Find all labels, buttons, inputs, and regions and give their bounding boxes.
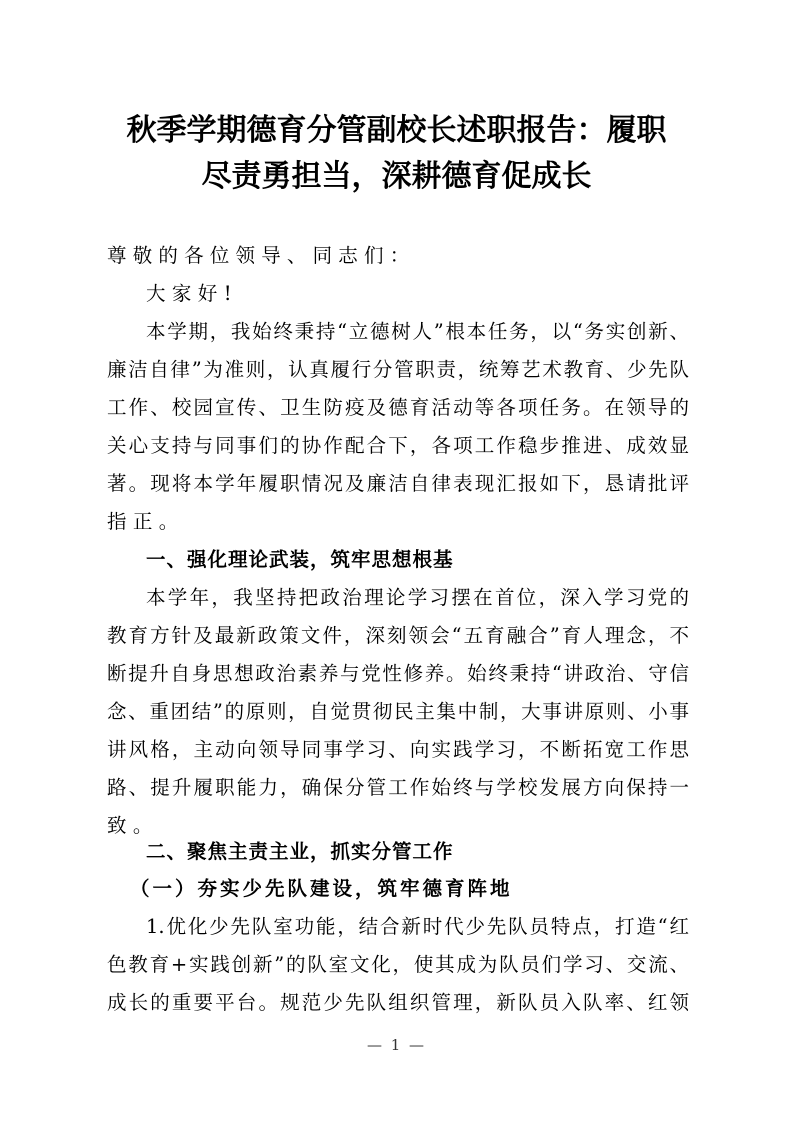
section-1-paragraph-line: 念、重团结”的原则，自觉贯彻民主集中制，大事讲原则、小事 <box>107 700 689 723</box>
subsection-1-paragraph-line: 1.优化少先队室功能，结合新时代少先队员特点，打造“红 <box>146 915 689 938</box>
section-1-paragraph-line: 本学年，我坚持把政治理论学习摆在首位，深入学习党的 <box>146 586 689 609</box>
page-number: — 1 — <box>366 1036 427 1054</box>
intro-paragraph-line: 关心支持与同事们的协作配合下，各项工作稳步推进、成效显 <box>107 434 689 457</box>
section-1-paragraph-line: 断提升自身思想政治素养与党性修养。始终秉持“讲政治、守信 <box>107 662 689 685</box>
section-1-paragraph-line: 致。 <box>107 814 159 837</box>
section-1-paragraph-line: 讲风格，主动向领导同事学习、向实践学习，不断拓宽工作思 <box>107 738 689 761</box>
document-title-line-1: 秋季学期德育分管副校长述职报告：履职 <box>126 113 667 148</box>
subsection-1-paragraph-line: 成长的重要平台。规范少先队组织管理，新队员入队率、红领 <box>107 991 689 1014</box>
intro-paragraph-line: 工作、校园宣传、卫生防疫及德育活动等各项任务。在领导的 <box>107 396 689 419</box>
section-1-paragraph-line: 教育方针及最新政策文件，深刻领会“五育融合”育人理念，不 <box>107 624 689 647</box>
salutation: 大家好! <box>146 282 238 305</box>
intro-paragraph-line: 指正。 <box>107 510 185 533</box>
section-1-paragraph-line: 路、提升履职能力，确保分管工作始终与学校发展方向保持一 <box>107 776 689 799</box>
greeting: 尊敬的各位领导、同志们： <box>107 244 416 267</box>
subsection-1-heading: （一）夯实少先队建设，筑牢德育阵地 <box>130 877 513 900</box>
intro-paragraph-line: 廉洁自律”为准则，认真履行分管职责，统筹艺术教育、少先队 <box>107 358 689 381</box>
intro-paragraph-line: 本学期，我始终秉持“立德树人”根本任务，以“务实创新、 <box>146 320 689 343</box>
intro-paragraph-line: 著。现将本学年履职情况及廉洁自律表现汇报如下，恳请批评 <box>107 472 689 495</box>
section-1-heading: 一、强化理论武装，筑牢思想根基 <box>146 548 454 571</box>
document-title-line-2: 尽责勇担当，深耕德育促成长 <box>201 159 592 194</box>
section-2-heading: 二、聚焦主责主业，抓实分管工作 <box>146 840 454 863</box>
subsection-1-paragraph-line: 色教育+实践创新”的队室文化，使其成为队员们学习、交流、 <box>107 953 689 976</box>
